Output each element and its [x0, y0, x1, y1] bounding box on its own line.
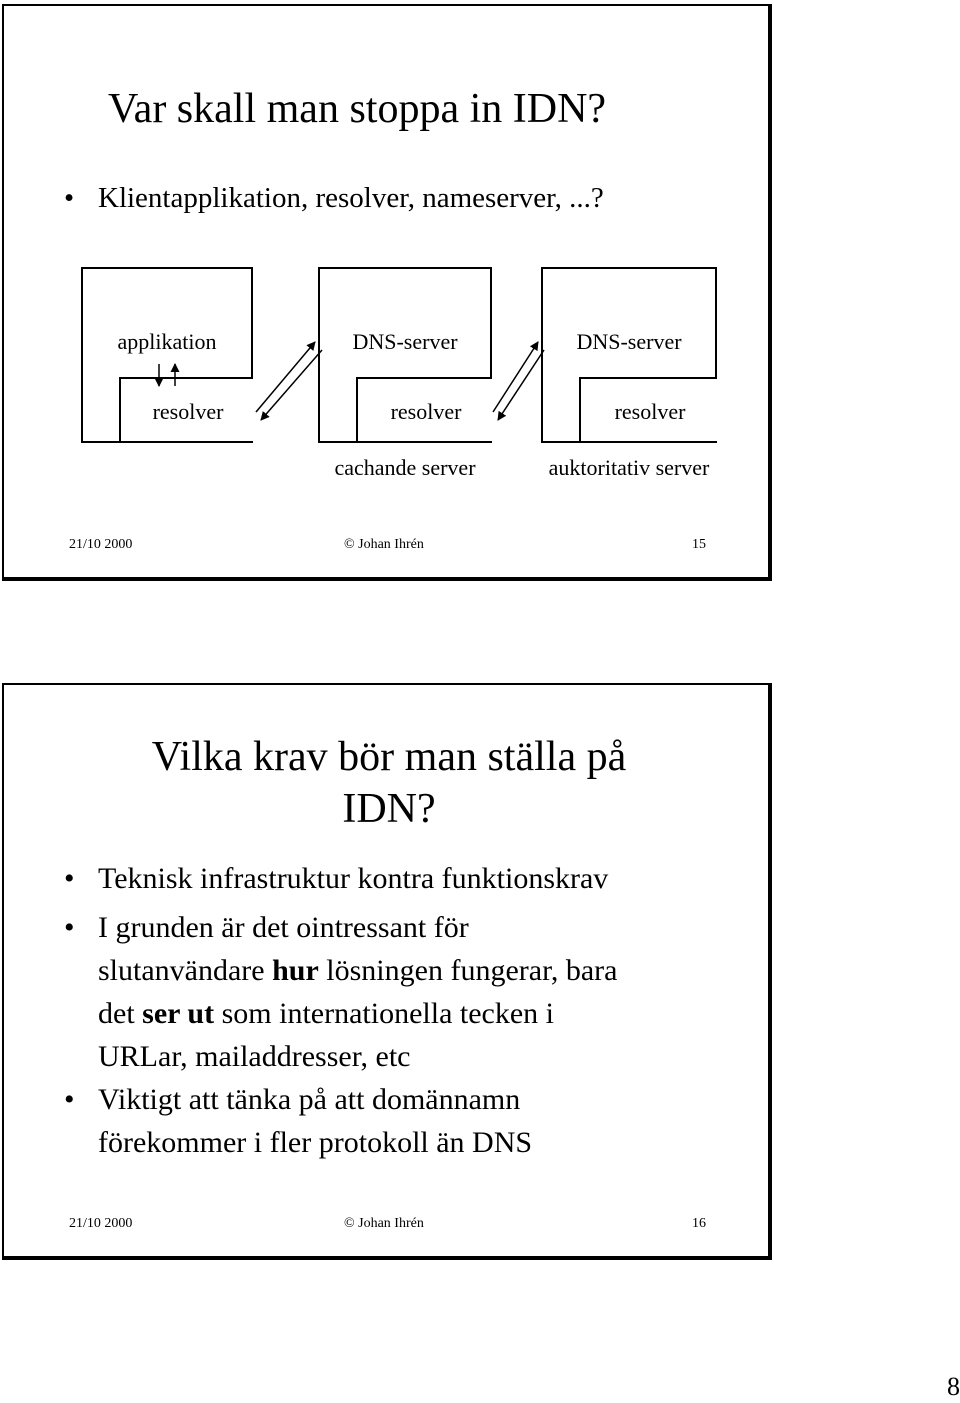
bullet-dot: •	[64, 911, 75, 944]
auktoritativ-server-caption: auktoritativ server	[548, 455, 710, 480]
resolver-label: resolver	[152, 399, 224, 424]
bullet-text: Klientapplikation, resolver, nameserver, ...?	[98, 182, 604, 214]
dns-server-label: DNS-server	[352, 329, 458, 354]
applikation-label: applikation	[117, 329, 217, 354]
footer-page-number: 16	[692, 1216, 706, 1231]
bullet-dot: •	[64, 1083, 75, 1116]
slide-title-line: Vilka krav bör man ställa på	[151, 734, 627, 780]
text-span: lösningen fungerar, bara	[318, 954, 618, 987]
footer-author: © Johan Ihrén	[344, 537, 424, 552]
bold-text: ser ut	[142, 997, 215, 1030]
bullet-text: Viktigt att tänka på att domännamn	[98, 1083, 521, 1116]
bold-text: hur	[272, 954, 319, 987]
bullet-text: Teknisk infrastruktur kontra funktionskrav	[98, 862, 609, 895]
footer-page-number: 15	[692, 537, 706, 552]
dns-server-label: DNS-server	[576, 329, 682, 354]
text-span: slutanvändare	[98, 954, 273, 987]
slide-15	[2, 4, 772, 581]
text-span: som internationella tecken i	[214, 997, 554, 1030]
page-number: 8	[947, 1372, 960, 1401]
bullet-text: förekommer i fler protokoll än DNS	[98, 1126, 533, 1159]
bullet-dot: •	[64, 862, 75, 895]
resolver-label: resolver	[614, 399, 686, 424]
slide-title	[4, 731, 774, 835]
diagram-arrows	[4, 6, 774, 583]
bullet-text: I grunden är det ointressant för	[98, 911, 469, 944]
footer-author: © Johan Ihrén	[344, 1216, 424, 1231]
arrow-down-left-icon	[261, 350, 322, 420]
bullet-text	[98, 949, 617, 992]
bullet-text: URLar, mailaddresser, etc	[98, 1040, 411, 1073]
cachande-server-caption: cachande server	[334, 455, 476, 480]
slide-16	[2, 683, 772, 1260]
slide-title: Var skall man stoppa in IDN?	[108, 86, 607, 132]
bullet-dot: •	[64, 182, 75, 214]
text-span: det	[98, 997, 143, 1030]
arrow-up-right-icon	[256, 342, 315, 412]
bullet-text	[98, 992, 617, 1035]
footer-date: 21/10 2000	[69, 1216, 133, 1231]
resolver-label: resolver	[390, 399, 462, 424]
arrow-up-right-icon	[493, 342, 538, 412]
slide-title-line: IDN?	[342, 786, 436, 832]
arrow-down-left-icon	[498, 350, 544, 420]
footer-date: 21/10 2000	[69, 537, 133, 552]
